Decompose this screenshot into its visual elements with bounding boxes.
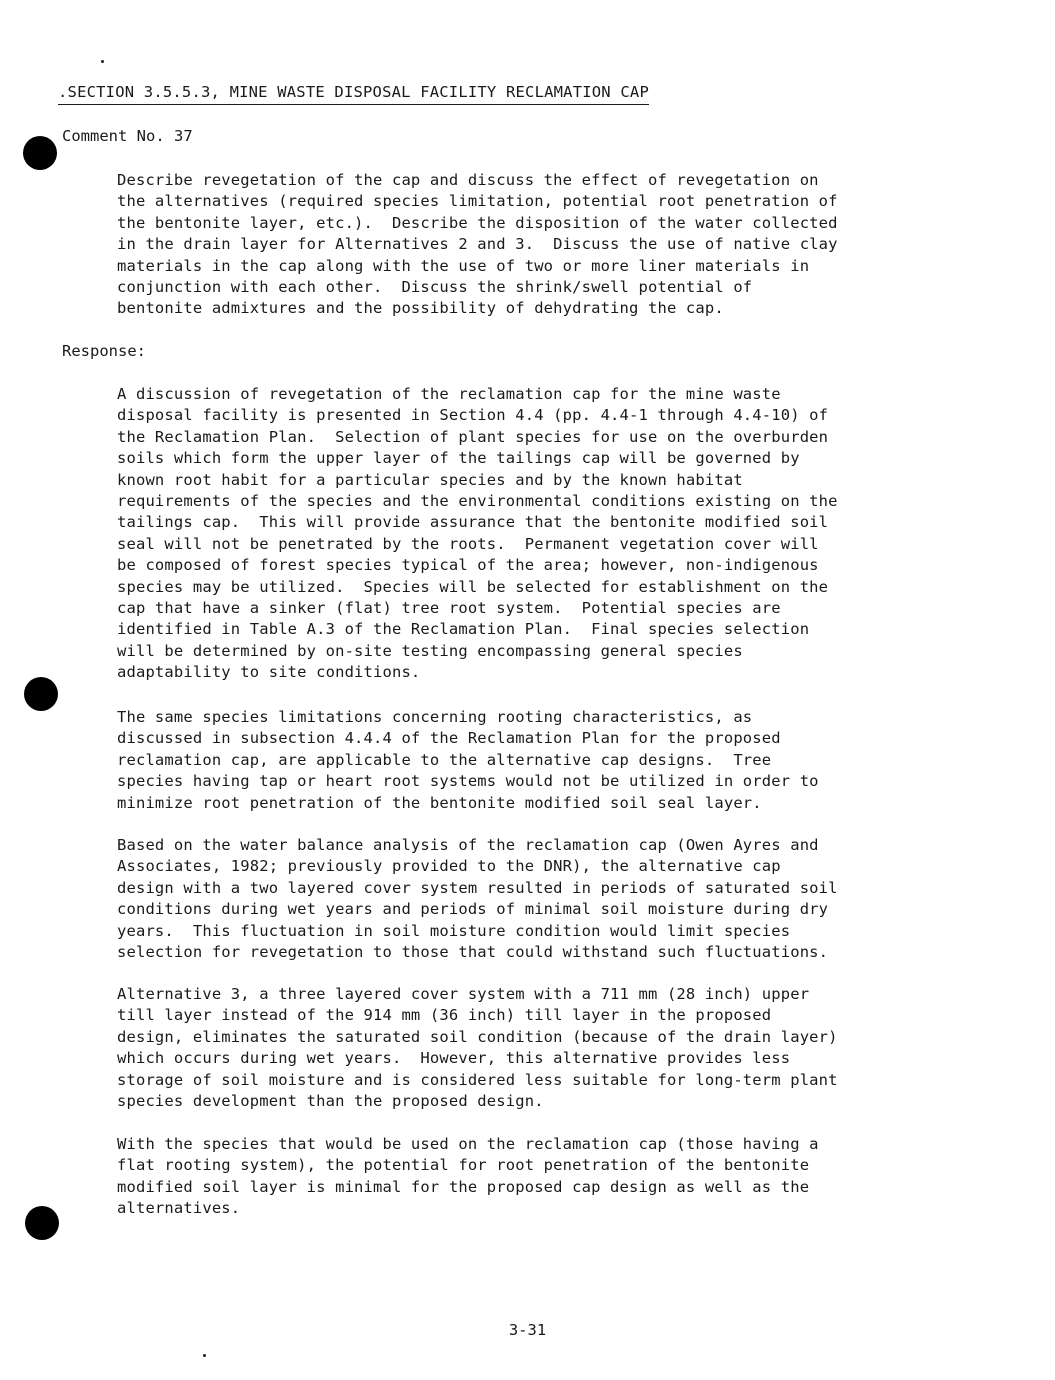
response-paragraph-3: Based on the water balance analysis of the reclamation cap (Owen Ayres and Associates, 1982; previously provided to the DNR), the alternative cap design with a two layered cover system resulted in periods of saturated soil conditions during wet years and periods of minimal soil moisture during dry years. This fluctuation in soil moisture condition would limit species selection for revegetation to those that could withstand such fluctuations. <box>117 836 838 962</box>
response-paragraph-5: With the species that would be used on the reclamation cap (those having a flat rooting system), the potential for root penetration of the bentonite modified soil layer is minimal for the proposed cap design as well as the alternatives. <box>117 1135 819 1218</box>
scan-speck <box>101 60 104 63</box>
response-paragraph-1: A discussion of revegetation of the reclamation cap for the mine waste disposal facility is presented in Section 4.4 (pp. 4.4-1 through 4.4-10) of the Reclamation Plan. Selection of plant species for use on the overburden soils which form the upper layer of the tailings cap will be governed by known root habit for a particular species and by the known habitat requirements of the species and the environmental conditions existing on the tailings cap. This will provide assurance that the bentonite modified soil seal will not be penetrated by the roots. Permanent vegetation cover will be composed of forest species typical of the area; however, non-indigenous species may be utilized. Species will be selected for establishment on the cap that have a sinker (flat) tree root system. Potential species are identified in Table A.3 of the Reclamation Plan. Final species selection will be determined by on-site testing encompassing general species adaptability to site conditions. <box>117 385 838 682</box>
comment-text: Describe revegetation of the cap and discuss the effect of revegetation on the alternatives (required species limitation, potential root penetration of the bentonite layer, etc.). Describe the disposition of the water collected in the drain layer for Alternatives 2 and 3. Discuss the use of native clay materials in the cap along with the use of two or more liner materials in conjunction with each other. Discuss the shrink/swell potential of bentonite admixtures and the possibility of dehydrating the cap. <box>117 171 838 318</box>
punch-hole-bottom <box>25 1206 59 1240</box>
page-number: 3-31 <box>508 1321 547 1339</box>
response-paragraph-4: Alternative 3, a three layered cover system with a 711 mm (28 inch) upper till layer instead of the 914 mm (36 inch) till layer in the proposed design, eliminates the saturated soil condition (because of the drain layer) which occurs during wet years. However, this alternative provides less storage of soil moisture and is considered less suitable for long-term plant species development than the proposed design. <box>117 985 838 1111</box>
punch-hole-middle <box>24 677 58 711</box>
section-heading: .SECTION 3.5.5.3, MINE WASTE DISPOSAL FACILITY RECLAMATION CAP <box>58 82 649 105</box>
comment-label: Comment No. 37 <box>62 127 193 145</box>
response-paragraph-2: The same species limitations concerning rooting characteristics, as discussed in subsection 4.4.4 of the Reclamation Plan for the proposed reclamation cap, are applicable to the alternative cap designs. Tree species having tap or heart root systems would not be utilized in order to minimize root penetration of the bentonite modified soil seal layer. <box>117 708 819 812</box>
punch-hole-top <box>23 136 57 170</box>
scan-speck <box>203 1354 206 1357</box>
response-label: Response: <box>62 342 146 360</box>
